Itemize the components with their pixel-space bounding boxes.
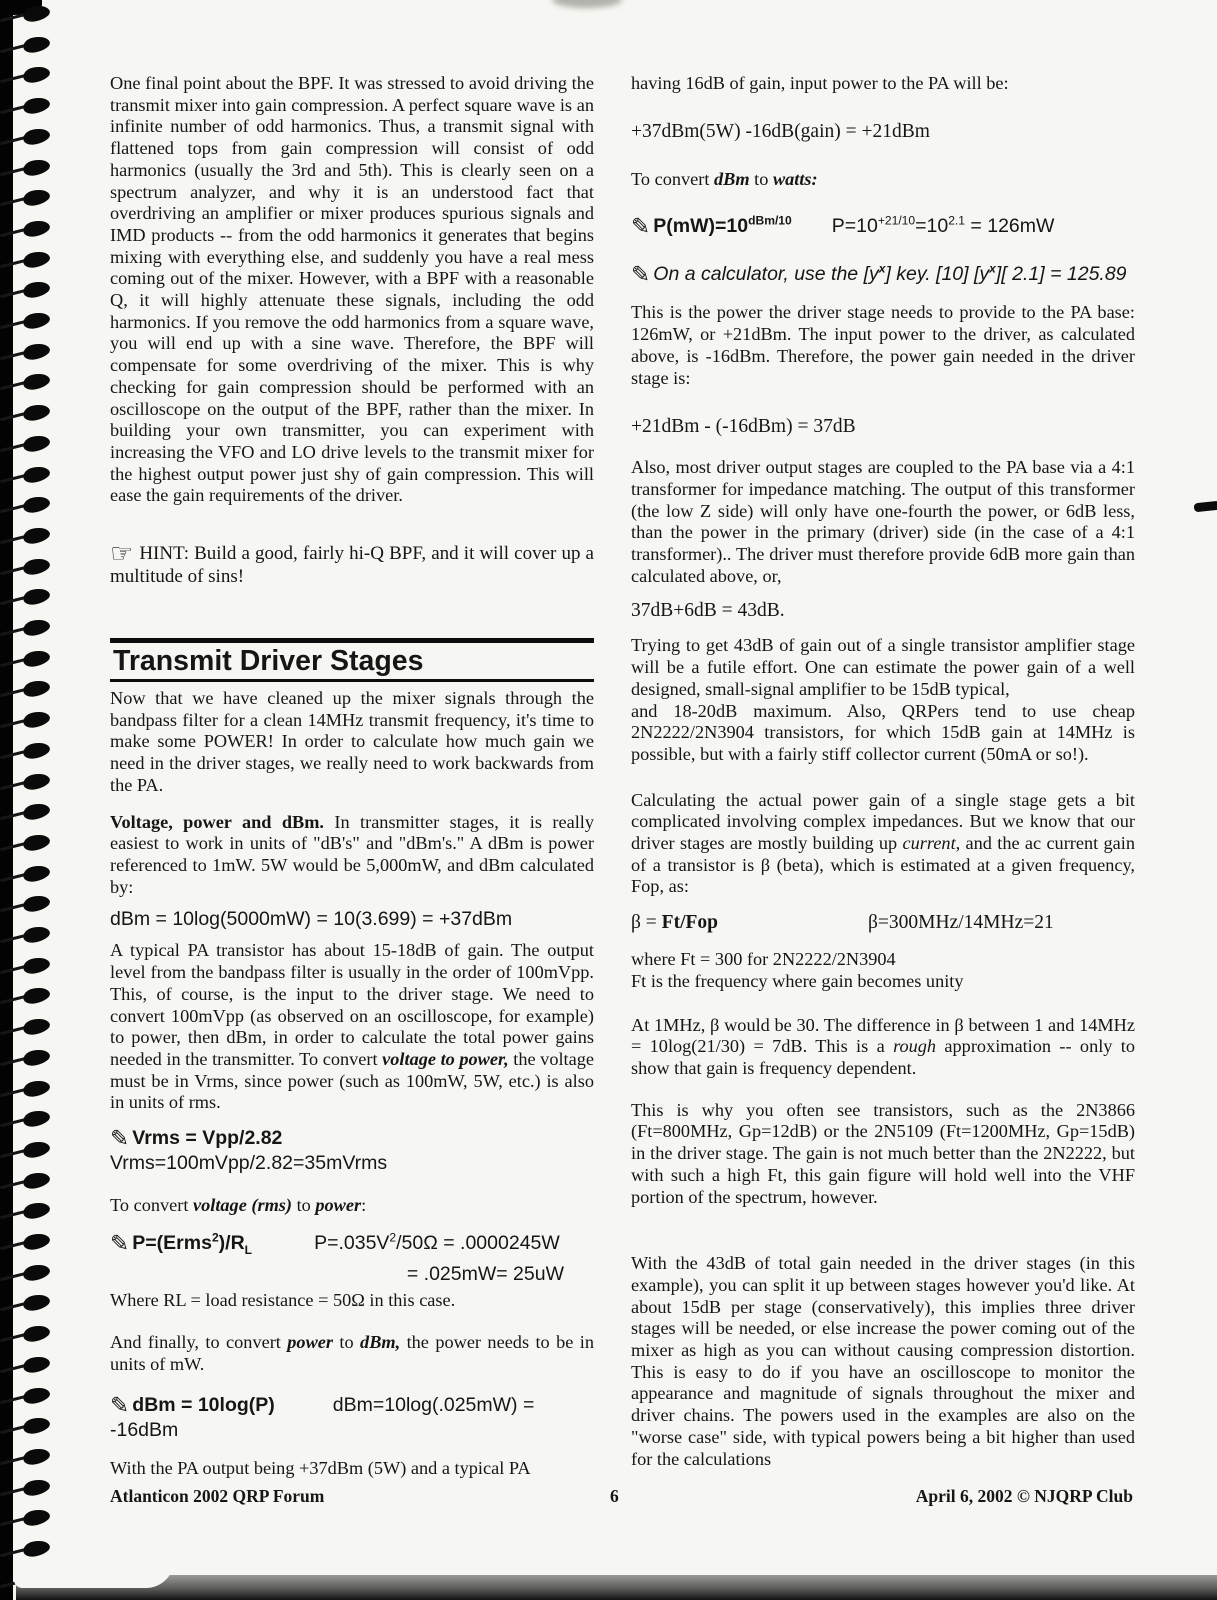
binding-tooth — [22, 986, 52, 1006]
pencil-icon: ✎ — [631, 213, 651, 240]
pencil-icon: ✎ — [631, 262, 651, 289]
text-segment: Trying to get 43dB of gain out of a single transistor amplifier stage will be a futile effort. One can estimate the power gain of a well designed, small-signal amplifier to be 15dB typical, — [631, 635, 1135, 699]
binding-tooth — [22, 525, 52, 545]
binding-tooth — [22, 1170, 52, 1190]
page-bottom-shadow — [16, 1575, 1217, 1600]
paragraph-calculating — [631, 790, 1135, 899]
text-segment: Ft is the frequency where gain becomes unity — [631, 970, 964, 991]
binding-tooth — [22, 1139, 52, 1159]
heading-rule-bottom — [110, 679, 594, 683]
paragraph-lead: Voltage, power and dBm. — [110, 811, 325, 832]
paragraph-with-pa: With the PA output being +37dBm (5W) and a typical PA — [110, 1458, 531, 1479]
text-segment: To convert — [631, 168, 714, 189]
text-segment: And finally, to convert — [110, 1331, 288, 1352]
binding-tooth — [22, 863, 52, 883]
text-segment: to — [332, 1331, 361, 1352]
binding-tooth — [22, 955, 52, 975]
section-heading-block — [110, 638, 594, 682]
text-segment: : — [361, 1195, 367, 1216]
text-segment: where Ft = 300 for 2N2222/2N3904 — [631, 949, 896, 970]
text-segment-emphasis: power — [315, 1195, 362, 1216]
binding-tooth — [22, 1323, 52, 1343]
formula-rhs: Vrms=100mVpp/2.82=35mVrms — [110, 1152, 388, 1175]
text-segment-emphasis: power — [287, 1331, 333, 1352]
pencil-icon: ✎ — [110, 1126, 130, 1153]
formula-total-gain: 37dB+6dB = 43dB. — [631, 600, 785, 622]
footer-publication: Atlanticon 2002 QRP Forum — [110, 1486, 325, 1506]
text-segment: Calculating the actual power gain of a single stage gets a bit complicated involving complex impedances. But we know that our driver stages are mostly building up — [631, 789, 1135, 854]
line-convert-dbm — [631, 169, 1135, 191]
binding-tooth — [22, 402, 52, 422]
hint-note — [110, 539, 594, 588]
pencil-icon: ✎ — [110, 1393, 130, 1420]
line-having-gain: having 16dB of gain, input power to the PA will be: — [631, 73, 1009, 93]
formula-rhs: dBm=10log(.025mW) = -16dBm — [110, 1394, 535, 1442]
binding-tooth — [22, 1016, 52, 1036]
line-where-rl: Where RL = load resistance = 50Ω in this case. — [110, 1290, 456, 1311]
binding-tooth — [22, 34, 52, 54]
line-convert-rms — [110, 1195, 594, 1217]
formula-p-mw — [631, 208, 1135, 239]
paragraph-43db-total: With the 43dB of total gain needed in the driver stages (in this example), you can split it up between stages however you'd like. At about 15dB per stage (conservatively), this implies three driver stages will be needed, or else increase the power coming out of the mixer as high as you can without causing compression distortion. This is easy to do if you have an oscilloscope to monitor the appearance and magnitude of signals throughout the mixer and driver chains. The powers used in the examples are also on the "worse case" side, with typical powers being a bit higher than used for the calculations — [631, 1253, 1135, 1469]
binding-tooth — [22, 1231, 52, 1251]
binding-tooth — [22, 95, 52, 115]
hint-text: HINT: Build a good, fairly hi-Q BPF, and it will cover up a multitude of sins! — [110, 543, 594, 587]
text-segment: to — [749, 168, 773, 189]
binding-tooth — [22, 679, 52, 699]
text-segment-emphasis: dBm — [714, 168, 750, 189]
formula-gain-needed: +21dBm - (-16dBm) = 37dB — [631, 416, 856, 438]
formula-lhs: $P=(Erms^2)/R_L$ — [132, 1230, 253, 1258]
formula-lhs: dBm = 10log(P) — [132, 1394, 275, 1417]
paragraph-intro: Now that we have cleaned up the mixer signals through the bandpass filter for a clean 14MHz transmit frequency, it's time to make some POWER! In order to calculate how much gain we need in the driver stages, we really need to work backwards from the PA. — [110, 688, 594, 795]
formula-rhs-line2: = .025mW= 25uW — [406, 1263, 564, 1286]
paragraph-bpf-conclusion: One final point about the BPF. It was stressed to avoid driving the transmit mixer into gain compression. A perfect square wave is an infinite number of odd harmonics. Thus, a transmit signal with flattened tops from gain compression will consist of odd harmonics (usually the 3rd and 5th). This is clearly seen on a spectrum analyzer, and why it is an understood fact that overdriving an amplifier or mixer produces spurious signals and IMD products -- from the odd harmonics it generates that begins mixing with everything else, and suddenly you have a real mess coming out of the mixer. However, with a BPF with a reasonable Q, it will highly attenuate these signals, including the odd harmonics. If you remove the odd harmonics from a square wave, you will end up with a sine wave. Therefore, the BPF will compensate for some overdriving of the mixer. This is why checking for gain compression should be performed with an oscilloscope on the output of the BPF, rather than the mixer. In building your own transmitter, you can experiment with increasing the VFO and LO drive levels to the transmit mixer for the highest output power just shy of gain compression. This will ease the gain requirements of the driver. — [110, 73, 594, 506]
binding-tooth — [22, 1477, 52, 1497]
binding-tooth — [22, 556, 52, 576]
text-segment: and 18-20dB maximum. Also, QRPers tend to use cheap 2N2222/2N3904 transistors, for which 15dB gain at 14MHz is possible, but with a fairly stiff collector current (50mA or so!). — [631, 700, 1135, 764]
formula-lhs: β = — [631, 912, 662, 934]
binding-tooth — [22, 1047, 52, 1067]
binding-tooth — [22, 433, 52, 453]
paragraph-1mhz — [631, 1015, 1135, 1080]
text-segment: A typical PA transistor has about 15-18dB of gain. The output level from the bandpass filter is usually in the order of 100mVpp. This, of course, is the input to the driver stage. We need to convert 100mVpp (as observed on an oscilloscope, for example) to power, then dBm, in order to calculate the total power gains needed in the transmitter. To convert — [110, 940, 594, 1069]
binding-tooth — [22, 1109, 52, 1129]
page-corner-curve — [14, 1560, 174, 1588]
binding-tooth — [22, 1293, 52, 1313]
binding-tooth — [22, 587, 52, 607]
formula-lhs: Vrms = Vpp/2.82 — [132, 1127, 283, 1150]
binding-tooth — [22, 1385, 52, 1405]
binding-tooth — [22, 1201, 52, 1221]
binding-tooth — [22, 832, 52, 852]
text-segment-emphasis: watts: — [772, 168, 818, 189]
binding-tooth — [22, 126, 52, 146]
binding-tooth — [22, 894, 52, 914]
formula-beta — [631, 911, 1135, 935]
paragraph-trying — [631, 635, 1135, 765]
formula-rhs: $P=.035V^2/50\Omega = .0000245W$ — [314, 1230, 560, 1255]
note-calculator — [631, 257, 1135, 288]
binding-tooth — [22, 1446, 52, 1466]
binding-tooth — [22, 280, 52, 300]
paragraph-driver-power: This is the power the driver stage needs to provide to the PA base: 126mW, or +21dBm. The input power to the driver, as calculated above, is -16dBm. Therefore, the power gain needed in the driver stage is: — [631, 302, 1135, 388]
formula-input-power: +37dBm(5W) -16dB(gain) = +21dBm — [631, 120, 930, 142]
paragraph-transformer: Also, most driver output stages are coupled to the PA base via a 4:1 transformer for impedance matching. The output of this transformer (the low Z side) will only have one-fourth the power, or 6dB less, than the power in the primary (driver) side (in the case of a 4:1 transformer).. The driver must therefore provide 6dB more gain than calculated above, or, — [631, 457, 1135, 586]
binding-tooth — [22, 341, 52, 361]
text-segment-emphasis: dBm, — [360, 1331, 401, 1352]
paragraph-voltage-power-dbm — [110, 812, 594, 899]
binding-tooth — [22, 1538, 52, 1558]
binding-tooth — [22, 740, 52, 760]
binding-tooth — [22, 464, 52, 484]
binding-tooth — [22, 1078, 52, 1098]
formula-rhs: β=300MHz/14MHz=21 — [868, 912, 1054, 934]
binding-tooth — [22, 1262, 52, 1282]
lines-where-ft — [631, 949, 1135, 992]
binding-tooth — [22, 188, 52, 208]
page-edge-mark — [1194, 501, 1217, 513]
formula-power — [110, 1226, 594, 1286]
binding-tooth — [22, 617, 52, 637]
paragraph-finally — [110, 1332, 594, 1375]
binding-tooth — [22, 802, 52, 822]
pointing-hand-icon: ☞ — [110, 539, 134, 570]
binding-tooth — [22, 65, 52, 85]
binding-spine — [0, 0, 13, 1600]
binding-tooth — [22, 1508, 52, 1528]
binding-tooth — [22, 771, 52, 791]
note-text: On a calculator, use the $[y^x]$ key. [10] $[y^x]$[ 2.1] = 125.89 — [653, 261, 1127, 286]
right-column — [631, 0, 1135, 1470]
binding-tooth — [22, 648, 52, 668]
binding-tooth — [22, 924, 52, 944]
text-segment: To convert — [110, 1195, 193, 1216]
text-segment-italic: current, — [902, 833, 961, 854]
paragraph-2n3866: This is why you often see transistors, such as the 2N3866 (Ft=800MHz, Gp=12dB) or the 2N5109 (Ft=1200MHz, Gp=15dB) in the driver stage. The gain is not much better than the 2N2222, but with such a high Ft, this gain figure will hold well into the VHF portion of the spectrum, however. — [631, 1099, 1135, 1207]
paragraph-rest: In transmitter stages, it is really easiest to work in units of "dB's" and "dBm's." A dBm is power referenced to 1mW. 5W would be 5,000mW, and dBm calculated by: — [110, 811, 594, 897]
binding-tooth — [22, 157, 52, 177]
binding-tooth — [22, 1354, 52, 1374]
binding-tooth — [22, 218, 52, 238]
formula-lhs: $P(mW)=10^{dBm/10}$ — [653, 213, 792, 237]
formula-rhs: $P=10^{+21/10}=10^{2.1} = 126mW$ — [831, 213, 1055, 237]
pencil-icon: ✎ — [110, 1231, 130, 1258]
text-segment: the voltage must be in Vrms, since power (such as 100mW, 5W, etc.) is also in units of rms. — [110, 1048, 594, 1113]
text-segment: At 1MHz, β would be 30. The difference in β between 1 and 14MHz = 10log(21/30) = 7dB. This is a — [631, 1014, 1135, 1057]
formula-dbm-log — [110, 1393, 594, 1442]
left-column — [110, 0, 594, 1480]
paragraph-typical-pa — [110, 940, 594, 1114]
formula-dbm-calculation: dBm = 10log(5000mW) = 10(3.699) = +37dBm — [110, 908, 513, 931]
footer-date-copyright: April 6, 2002 © NJQRP Club — [915, 1486, 1133, 1506]
section-heading: Transmit Driver Stages — [113, 644, 424, 677]
text-segment-emphasis: voltage to power, — [382, 1048, 509, 1069]
text-segment-italic: rough — [893, 1036, 937, 1057]
text-segment-emphasis: voltage (rms) — [193, 1195, 293, 1216]
formula-lhs-bold: Ft/Fop — [661, 912, 719, 934]
footer-page-number: 6 — [610, 1486, 619, 1506]
binding-tooth — [22, 372, 52, 392]
binding-tooth — [22, 495, 52, 515]
text-segment: and the ac current gain of a transistor is β (beta), which is estimated at a given frequency, Fop, as: — [631, 833, 1135, 897]
text-segment: the power needs to be in units of mW. — [110, 1331, 594, 1374]
text-segment: approximation -- only to show that gain is frequency dependent. — [631, 1036, 1135, 1078]
binding-tooth — [22, 709, 52, 729]
binding-tooth — [22, 1416, 52, 1436]
text-segment: to — [292, 1195, 316, 1216]
formula-vrms — [110, 1126, 594, 1175]
binding-tooth — [22, 249, 52, 269]
binding-tooth — [22, 310, 52, 330]
